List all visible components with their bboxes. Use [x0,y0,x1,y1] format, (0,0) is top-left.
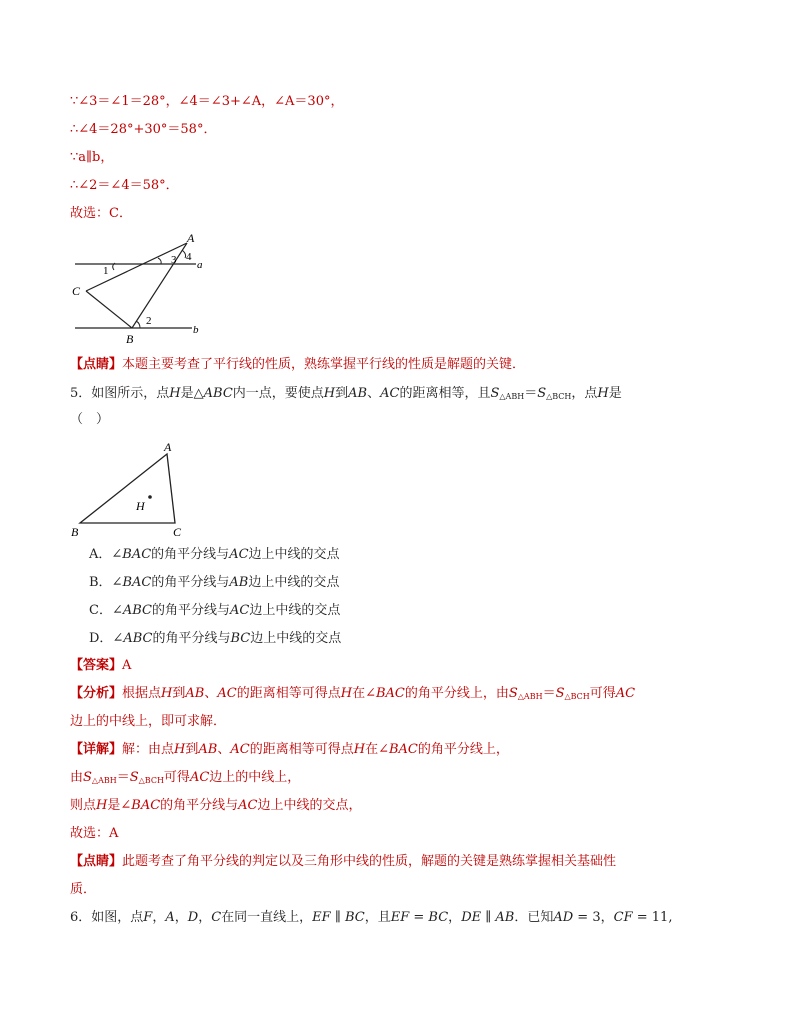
label-A: A [187,231,195,245]
label-A: A [164,440,172,454]
solution-line-4: ∴∠2＝∠4＝58°． [70,178,179,193]
label-1: 1 [103,265,109,277]
angle-3-arc [158,258,161,264]
solution-choice: 故选：C． [70,206,132,221]
label-3: 3 [171,254,177,266]
q5-analysis-line1: 【分析】根据点H到AB、AC的距离相等可得点H在∠BAC的角平分线上，由$S_{\triangle ABH}=S_{\triangle BCH}$可得AC [70,686,636,701]
q5-choice: 故选：A [70,826,119,841]
label-B: B [71,525,79,539]
label-C: C [173,525,182,539]
solution-line-2: ∴∠4＝28°+30°＝58°． [70,122,217,137]
q5-analysis-line2: 边上的中线上，即可求解． [70,714,227,729]
q5-comment-line2: 质． [70,882,97,897]
point-h [148,495,152,499]
triangle-abc [80,454,175,523]
q5-comment-line1: 【点睛】此题考查了角平分线的判定以及三角形中线的性质，解题的关键是熟练掌握相关基础性 [70,854,617,869]
segment-cb [86,291,132,328]
q5-detail-line3: 则点H是∠BAC的角平分线与AC边上中线的交点， [70,798,362,813]
comment-prev: 【点睛】本题主要考查了平行线的性质，熟练掌握平行线的性质是解题的关键． [70,357,526,372]
q5-detail-line2: 由$S_{\triangle ABH}=S_{\triangle BCH}$可得AC边上的中线上， [70,770,301,785]
q5-answer: 【答案】A [70,658,132,673]
parallel-lines-figure [70,230,220,348]
label-2: 2 [146,315,152,327]
q5-detail-line1: 【详解】解：由点H到AB、AC的距离相等可得点H在∠BAC的角平分线上， [70,742,509,757]
q5-stem: 5．如图所示，点H是△ABC内一点，要使点H到AB、AC的距离相等，且$S_{\triangle ABH}=S_{\triangle BCH}$，点H是 [70,386,622,401]
q5-option-d[interactable]: D．∠ABC的角平分线与BC边上中线的交点 [89,631,342,646]
solution-line-3: ∵a∥b， [70,150,114,165]
q5-paren: （ ） [70,412,110,427]
label-B: B [126,332,134,346]
triangle-figure [68,438,193,540]
label-C: C [72,284,81,298]
q5-option-a[interactable]: A．∠BAC的角平分线与AC边上中线的交点 [89,547,340,562]
angle-2-arc [136,321,140,328]
label-a: a [197,259,203,271]
solution-line-1: ∵∠3＝∠1＝28°，∠4＝∠3+∠A，∠A＝30°， [70,94,344,109]
q6-stem: 6．如图，点F，A，D，C在同一直线上，EF ∥ BC，且EF = BC，DE ∥ AB．已知AD = 3，CF = 11, [70,910,673,925]
label-H: H [136,499,145,513]
label-b: b [193,324,199,336]
q5-option-c[interactable]: C．∠ABC的角平分线与AC边上中线的交点 [89,603,341,618]
label-4: 4 [186,251,192,263]
q5-option-b[interactable]: B．∠BAC的角平分线与AB边上中线的交点 [89,575,340,590]
